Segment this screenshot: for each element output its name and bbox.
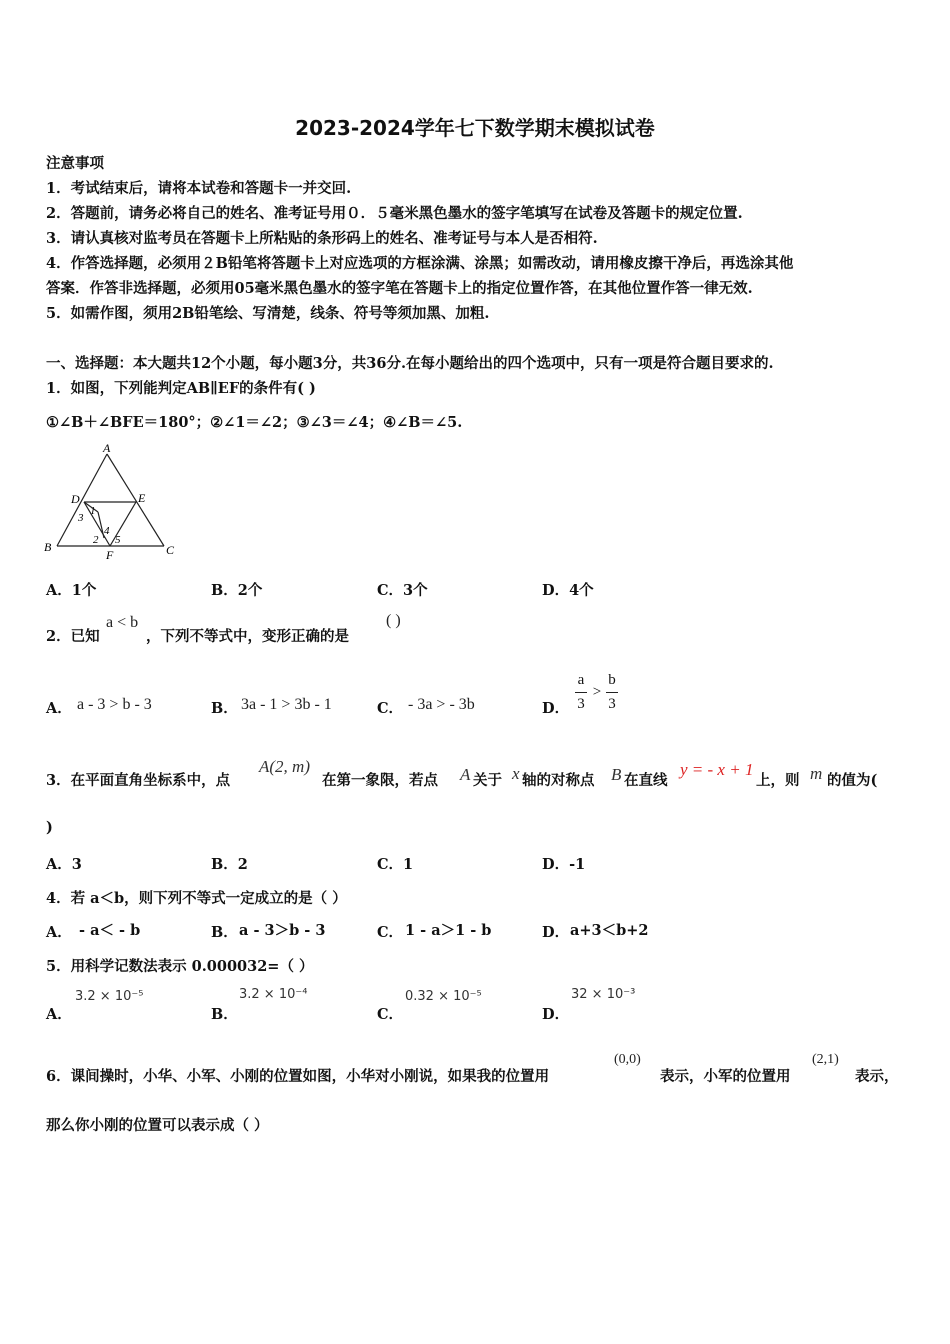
q2-d-num-left: a: [577, 672, 585, 688]
q2-d-den-left: 3: [577, 696, 585, 712]
label-a: A: [103, 442, 111, 455]
q2-d-num-right: b: [608, 672, 616, 688]
q2-option-b[interactable]: 3a - 1 > 3b - 1: [241, 696, 332, 713]
q5-option-a[interactable]: 3.2 × 10⁻⁵: [75, 989, 144, 1004]
q6-text-line2: 那么你小刚的位置可以表示成（ ）: [46, 1117, 269, 1134]
q6-text-mid: 表示，小军的位置用: [660, 1068, 791, 1085]
label-angle4: 4: [104, 525, 110, 537]
notice-item: 2．答题前，请务必将自己的姓名、准考证号用０．５毫米黑色墨水的签字笔填写在试卷及答题卡的规定位置.: [46, 205, 743, 222]
notice-item: 4．作答选择题，必须用２B铅笔将答题卡上对应选项的方框涂满、涂黑；如需改动，请用橡皮擦干净后，再选涂其他: [46, 255, 794, 272]
q6-point-2: (2,1): [812, 1052, 839, 1067]
q3-option-a[interactable]: A．3: [46, 856, 82, 873]
q2-d-den-right: 3: [608, 696, 616, 712]
q5-option-b[interactable]: 3.2 × 10⁻⁴: [239, 987, 308, 1002]
q5-label-a: A．: [46, 1006, 72, 1023]
page-title: 2023-2024学年七下数学期末模拟试卷: [295, 116, 655, 140]
q2-option-c[interactable]: - 3a > - 3b: [408, 696, 475, 713]
q2-label-d: D．: [542, 700, 570, 717]
q3-var-m: m: [810, 764, 823, 783]
notice-item: 1．考试结束后，请将本试卷和答题卡一并交回.: [46, 180, 352, 197]
q5-label-d: D．: [542, 1006, 570, 1023]
q3-text-pre: 3．在平面直角坐标系中，点: [46, 772, 231, 789]
q2-d-bar-left: [575, 692, 587, 693]
q4-stem: 4．若 a＜b，则下列不等式一定成立的是（ ）: [46, 890, 347, 907]
q3-var-a: A: [460, 765, 471, 784]
q3-text-mid5: 上，则: [756, 772, 800, 789]
label-angle5: 5: [115, 534, 121, 546]
q3-text-mid4: 在直线: [624, 772, 668, 789]
q3-line-equation: y = - x + 1: [680, 760, 754, 779]
q2-label-c: C．: [377, 700, 404, 717]
q4-label-a: A．: [46, 924, 72, 941]
q6-point-1: (0,0): [614, 1052, 641, 1067]
q4-option-b[interactable]: a - 3＞b - 3: [239, 922, 326, 939]
edge-ab: [57, 454, 107, 546]
q2-d-op: >: [592, 684, 602, 700]
q3-option-d[interactable]: D．-1: [542, 856, 586, 873]
q5-label-c: C．: [377, 1006, 404, 1023]
q2-condition: a < b: [106, 614, 139, 631]
q6-text-post: 表示，: [855, 1068, 899, 1085]
q4-option-d[interactable]: a+3＜b+2: [570, 922, 649, 939]
triangle-figure: [40, 442, 190, 564]
segment-ef: [110, 502, 136, 546]
q1-option-b[interactable]: B．2个: [211, 582, 263, 599]
label-c: C: [166, 543, 175, 557]
q3-text-mid2: 关于: [473, 772, 502, 789]
q3-text-mid3: 轴的对称点: [522, 772, 595, 789]
notice-item: 答案．作答非选择题，必须用05毫米黑色墨水的签字笔在答题卡上的指定位置作答，在其他位置作答一律无效.: [46, 280, 753, 297]
q3-var-x: x: [512, 764, 520, 783]
q5-stem: 5．用科学记数法表示 0.000032=（ ）: [46, 958, 314, 975]
q3-text-mid1: 在第一象限，若点: [322, 772, 438, 789]
label-f: F: [106, 548, 114, 562]
q4-option-a[interactable]: - a＜ - b: [79, 922, 141, 939]
q2-paren: ( ): [386, 612, 401, 629]
q5-label-b: B．: [211, 1006, 238, 1023]
q3-option-c[interactable]: C．1: [377, 856, 414, 873]
q1-stem: 1．如图，下列能判定AB∥EF的条件有( ): [46, 380, 316, 397]
q4-label-b: B．: [211, 924, 238, 941]
label-angle2: 2: [93, 534, 99, 546]
q4-option-c[interactable]: 1 - a＞1 - b: [405, 922, 492, 939]
q4-label-c: C．: [377, 924, 404, 941]
label-angle3: 3: [78, 512, 84, 524]
q1-conditions: ①∠B＋∠BFE＝180°；②∠1＝∠2；③∠3＝∠4；④∠B＝∠5.: [46, 414, 463, 431]
q2-label-b: B．: [211, 700, 238, 717]
label-e: E: [138, 491, 146, 505]
q2-d-bar-right: [606, 692, 618, 693]
q3-option-b[interactable]: B．2: [211, 856, 248, 873]
q1-option-c[interactable]: C．3个: [377, 582, 428, 599]
q2-option-a[interactable]: a - 3 > b - 3: [77, 696, 152, 713]
q2-stem-pre: 2．已知: [46, 628, 100, 645]
q5-option-c[interactable]: 0.32 × 10⁻⁵: [405, 989, 482, 1004]
q3-text-mid6: 的值为(: [827, 772, 878, 789]
notice-item: 3．请认真核对监考员在答题卡上所粘贴的条形码上的姓名、准考证号与本人是否相符.: [46, 230, 598, 247]
q3-point: A(2, m): [259, 757, 310, 776]
label-d: D: [71, 492, 80, 506]
q6-text-pre: 6．课间操时，小华、小军、小刚的位置如图，小华对小刚说，如果我的位置用: [46, 1068, 550, 1085]
q1-option-a[interactable]: A．1个: [46, 582, 97, 599]
q2-stem-post: ，下列不等式中，变形正确的是: [146, 628, 349, 645]
q2-label-a: A．: [46, 700, 72, 717]
notice-item: 5．如需作图，须用2B铅笔绘、写清楚，线条、符号等须加黑、加粗.: [46, 305, 490, 322]
section-heading: 一、选择题：本大题共12个小题，每小题3分，共36分.在每小题给出的四个选项中，只有一项是符合题目要求的.: [46, 355, 774, 372]
q1-option-d[interactable]: D．4个: [542, 582, 594, 599]
label-angle1: 1: [90, 505, 96, 517]
notice-heading: 注意事项: [46, 155, 104, 172]
q3-close-paren: ): [46, 819, 53, 836]
q5-option-d[interactable]: 32 × 10⁻³: [571, 987, 636, 1002]
label-b: B: [44, 540, 52, 554]
q4-label-d: D．: [542, 924, 570, 941]
edge-ac: [107, 454, 164, 546]
q3-var-b: B: [611, 765, 622, 784]
